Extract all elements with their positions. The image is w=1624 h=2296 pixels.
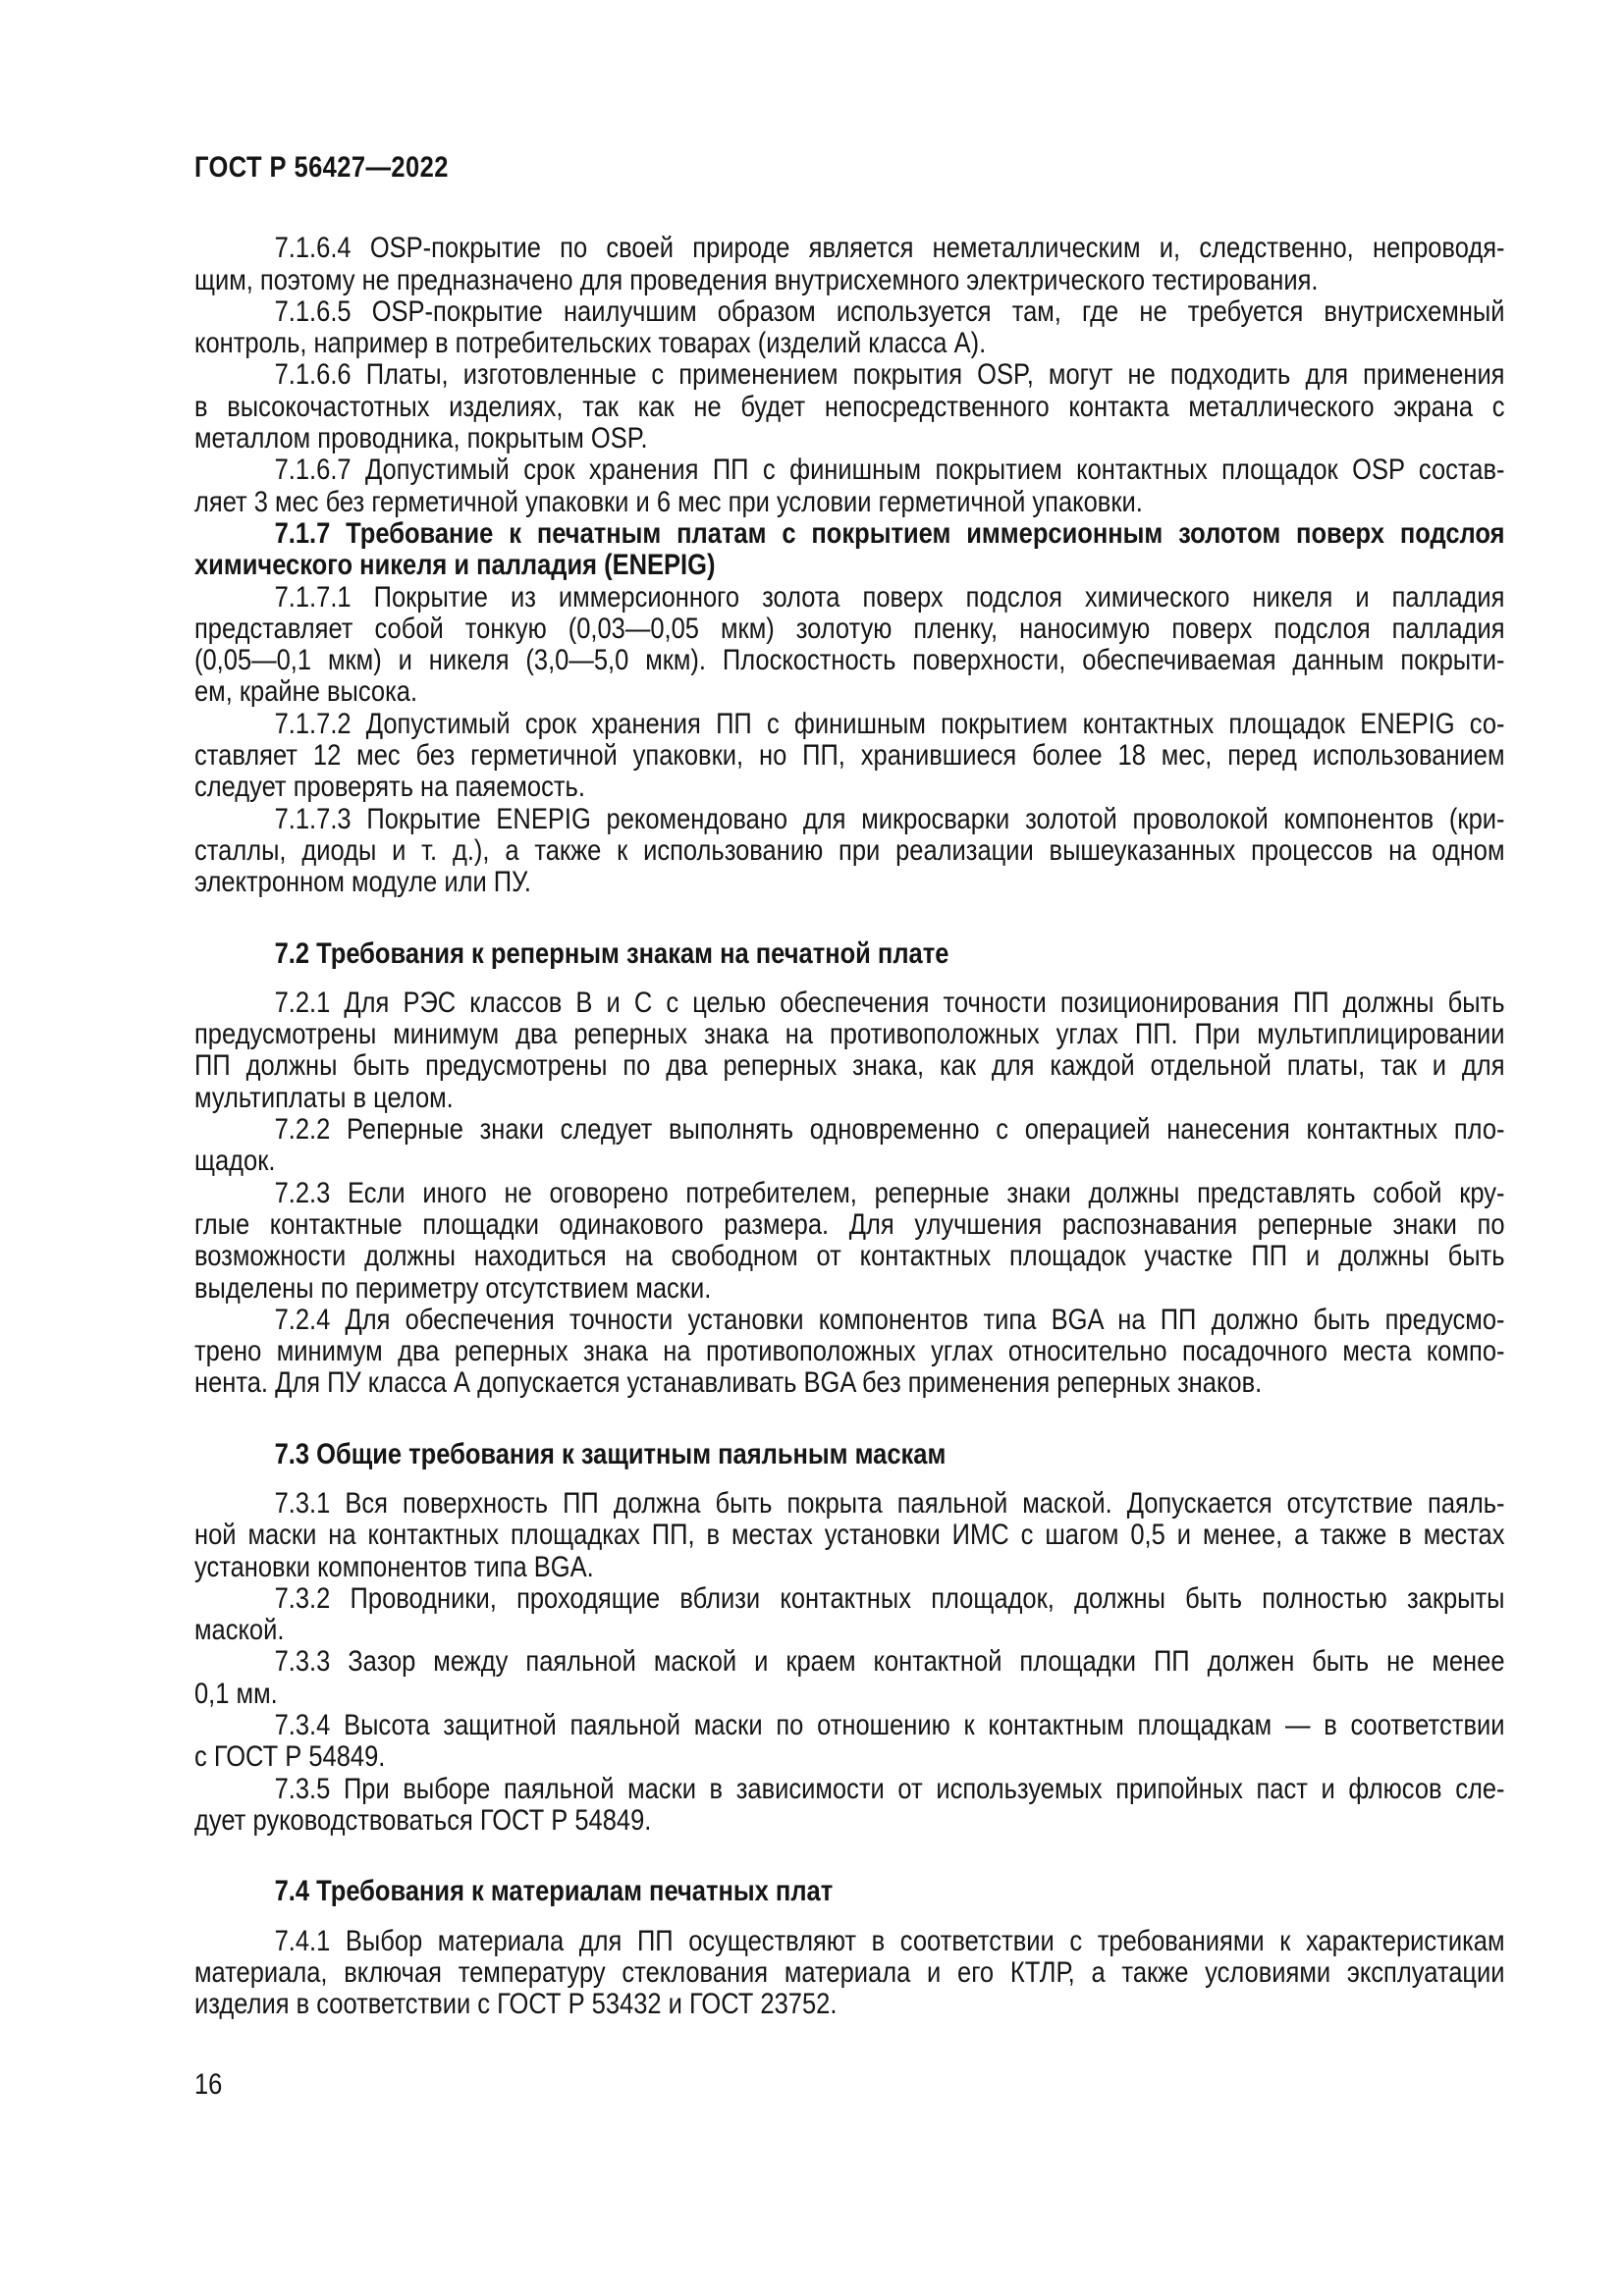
- text-line: 7.2.4 Для обеспечения точности установки компонентов типа BGA на ПП должно быть предусмо-: [274, 1303, 1505, 1336]
- paragraph: [194, 1305, 1505, 1400]
- text-line: следует проверять на паяемость.: [194, 771, 585, 804]
- text-line: 7.3.5 При выборе паяльной маски в зависимости от используемых припойных паст и флюсов сле-: [274, 1772, 1505, 1805]
- page-number: 16: [194, 2068, 223, 2101]
- text-line: изделия в соответствии с ГОСТ Р 53432 и ГОСТ 23752.: [194, 1988, 838, 2021]
- text-line: электронном модуле или ПУ.: [194, 866, 532, 899]
- text-line: 7.3 Общие требования к защитным паяльным маскам: [274, 1437, 947, 1470]
- text-line: ПП должны быть предусмотрены по два реперных знака, как для каждой отдельной платы, так и для: [194, 1049, 1505, 1083]
- text-line: 7.3.1 Вся поверхность ПП должна быть покрыта паяльной маской. Допускается отсутствие паяль-: [274, 1486, 1505, 1520]
- text-line: установки компонентов типа BGA.: [194, 1550, 594, 1583]
- paragraph: [194, 233, 1505, 296]
- text-line: маской.: [194, 1614, 285, 1647]
- text-line: возможности должны находиться на свободном от контактных площадок участке ПП и должны быть: [194, 1240, 1505, 1273]
- text-line: материала, включая температуру стеклования материала и его КТЛР, а также условиями эксплуатации: [194, 1955, 1505, 1989]
- section-heading: [194, 1876, 1505, 1907]
- paragraph: [194, 1583, 1505, 1647]
- text-line: 7.4 Требования к материалам печатных плат: [274, 1875, 834, 1908]
- text-line: 7.1.6.4 OSP-покрытие по своей природе является неметаллическим и, следственно, непроводя-: [274, 232, 1505, 265]
- text-line: 7.2.3 Если иного не оговорено потребителем, реперные знаки должны представлять собой кру-: [274, 1176, 1505, 1209]
- text-line: химического никеля и палладия (ENEPIG): [194, 549, 716, 582]
- text-line: 7.1.6.5 OSP-покрытие наилучшим образом используется там, где не требуется внутрисхемный: [274, 294, 1505, 328]
- text-line: трено минимум два реперных знака на противоположных углах относительно посадочного места компо-: [194, 1335, 1505, 1368]
- text-line: ной маски на контактных площадках ПП, в местах установки ИМС с шагом 0,5 и менее, а также в местах: [194, 1519, 1505, 1552]
- text-line: 7.1.6.6 Платы, изготовленные с применением покрытия OSP, могут не подходить для применения: [274, 358, 1505, 392]
- text-line: 7.2.2 Реперные знаки следует выполнять одновременно с операцией нанесения контактных пло-: [274, 1113, 1505, 1147]
- text-line: 7.3.4 Высота защитной паяльной маски по отношению к контактным площадкам — в соответствии: [274, 1709, 1505, 1742]
- text-line: дует руководствоваться ГОСТ Р 54849.: [194, 1803, 652, 1837]
- paragraph: [194, 988, 1505, 1114]
- text-line: нента. Для ПУ класса А допускается устанавливать BGA без применения реперных знаков.: [194, 1366, 1263, 1400]
- text-line: 7.3.3 Зазор между паяльной маской и краем контактной площадки ПП должен быть не менее: [274, 1645, 1505, 1679]
- paragraph: [194, 1178, 1505, 1305]
- document-content: [194, 152, 1505, 2020]
- text-line: (0,05—0,1 мкм) и никеля (3,0—5,0 мкм). Плоскостность поверхности, обеспечиваемая данным покрыти-: [194, 644, 1505, 677]
- document-header: ГОСТ Р 56427—2022: [194, 151, 449, 184]
- text-line: контроль, например в потребительских товарах (изделий класса А).: [194, 327, 987, 360]
- text-line: 0,1 мм.: [194, 1677, 278, 1710]
- text-line: 7.1.7.2 Допустимый срок хранения ПП с финишным покрытием контактных площадок ENEPIG со-: [274, 707, 1505, 740]
- paragraph: [194, 1710, 1505, 1774]
- text-line: выделены по периметру отсутствием маски.: [194, 1271, 712, 1305]
- text-line: 7.2 Требования к реперным знакам на печатной плате: [274, 936, 949, 970]
- text-line: щим, поэтому не предназначено для проведения внутрисхемного электрического тестирования.: [194, 263, 1319, 296]
- document-body: [194, 233, 1505, 2020]
- text-line: ляет 3 мес без герметичной упаковки и 6 мес при условии герметичной упаковки.: [194, 485, 1143, 518]
- text-line: 7.1.7 Требование к печатным платам с покрытием иммерсионным золотом поверх подслоя: [274, 516, 1505, 550]
- paragraph: [194, 1114, 1505, 1178]
- text-line: металлом проводника, покрытым OSP.: [194, 422, 648, 455]
- paragraph: [194, 454, 1505, 518]
- text-line: ставляет 12 мес без герметичной упаковки, но ПП, хранившиеся более 18 мес, перед использованием: [194, 739, 1505, 773]
- text-line: 7.2.1 Для РЭС классов В и С с целью обеспечения точности позиционирования ПП должны быть: [274, 986, 1505, 1019]
- subsection-heading: [194, 518, 1505, 582]
- text-line: 7.4.1 Выбор материала для ПП осуществляют в соответствии с требованиями к характеристикам: [274, 1924, 1505, 1957]
- paragraph: [194, 709, 1505, 804]
- text-line: предусмотрены минимум два реперных знака на противоположных углах ПП. При мультиплицировании: [194, 1018, 1505, 1051]
- text-line: в высокочастотных изделиях, так как не будет непосредственного контакта металлического экрана с: [194, 390, 1505, 423]
- text-line: 7.1.7.1 Покрытие из иммерсионного золота поверх подслоя химического никеля и палладия: [274, 580, 1505, 614]
- text-line: сталлы, диоды и т. д.), а также к использованию при реализации вышеуказанных процессов на одном: [194, 833, 1505, 867]
- text-line: ем, крайне высока.: [194, 675, 418, 709]
- paragraph: [194, 804, 1505, 899]
- paragraph: [194, 1926, 1505, 2021]
- text-line: 7.3.2 Проводники, проходящие вблизи контактных площадок, должны быть полностью закрыты: [274, 1581, 1505, 1615]
- paragraph: [194, 1488, 1505, 1583]
- paragraph: [194, 1774, 1505, 1838]
- paragraph: [194, 296, 1505, 360]
- text-line: 7.1.6.7 Допустимый срок хранения ПП с финишным покрытием контактных площадок OSP состав-: [274, 454, 1505, 487]
- text-line: мультиплаты в целом.: [194, 1081, 454, 1114]
- section-heading: [194, 938, 1505, 970]
- text-line: представляет собой тонкую (0,03—0,05 мкм) золотую пленку, наносимую поверх подслоя палладия: [194, 612, 1505, 645]
- text-line: щадок.: [194, 1145, 276, 1178]
- paragraph: [194, 1646, 1505, 1710]
- paragraph: [194, 582, 1505, 709]
- paragraph: [194, 359, 1505, 454]
- text-line: 7.1.7.3 Покрытие ENEPIG рекомендовано для микросварки золотой проволокой компонентов (кри-: [274, 802, 1505, 835]
- section-heading: [194, 1439, 1505, 1470]
- text-line: глые контактные площадки одинакового размера. Для улучшения распознавания реперные знаки по: [194, 1207, 1505, 1241]
- text-line: с ГОСТ Р 54849.: [194, 1740, 386, 1774]
